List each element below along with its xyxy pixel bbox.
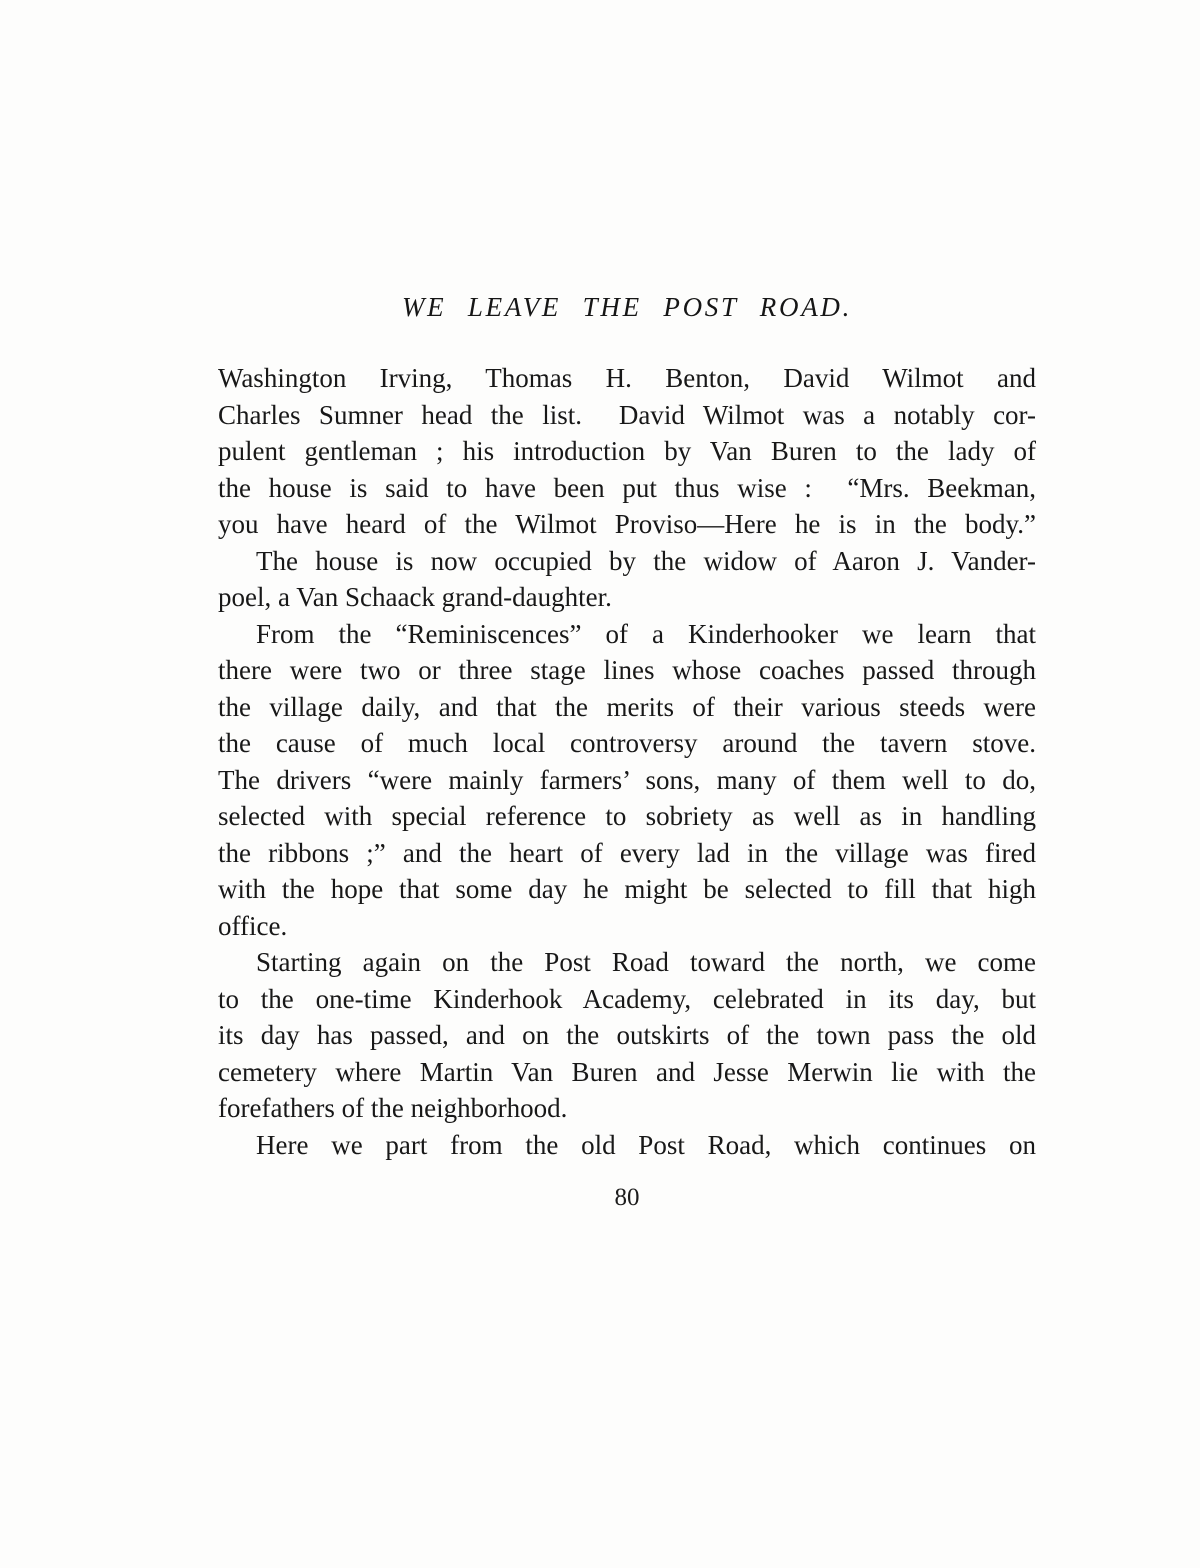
text-line: its day has passed, and on the outskirts of the town pass the old [218, 1020, 1036, 1050]
text-line: selected with special reference to sobriety as well as in handling [218, 801, 1036, 831]
text-line: the cause of much local controversy around the tavern stove. [218, 728, 1036, 758]
text-line: From the “Reminiscences” of a Kinderhooker we learn that [256, 618, 1036, 649]
text-line: cemetery where Martin Van Buren and Jesse Merwin lie with the [218, 1056, 1036, 1087]
text-line: the village daily, and that the merits of their various steeds were [218, 691, 1036, 722]
text-line: with the hope that some day he might be selected to fill that high [218, 874, 1036, 904]
text-line: forefathers of the neighborhood. [218, 1093, 568, 1123]
body-text [218, 360, 1036, 1163]
text-line: the house is said to have been put thus wise : “Mrs. Beekman, [218, 472, 1036, 503]
text-line: Starting again on the Post Road toward the north, we come [256, 947, 1036, 977]
text-line: Charles Sumner head the list. David Wilmot was a notably cor- [218, 399, 1036, 430]
text-line: Here we part from the old Post Road, which continues on [256, 1129, 1036, 1160]
text-line: pulent gentleman ; his introduction by Van Buren to the lady of [218, 436, 1036, 466]
text-line: there were two or three stage lines whose coaches passed through [218, 655, 1036, 685]
page-number: 80 [614, 1184, 640, 1211]
text-line: to the one-time Kinderhook Academy, celebrated in its day, but [218, 983, 1036, 1014]
text-line: you have heard of the Wilmot Proviso—Here he is in the body.” [218, 509, 1036, 539]
text-line: The drivers “were mainly farmers’ sons, many of them well to do, [218, 764, 1036, 795]
text-line: poel, a Van Schaack grand-daughter. [218, 582, 612, 612]
page-title: WE LEAVE THE POST ROAD. [401, 292, 853, 322]
text-line: office. [218, 910, 288, 941]
text-line: Washington Irving, Thomas H. Benton, David Wilmot and [218, 363, 1036, 393]
text-line: The house is now occupied by the widow of Aaron J. Vander- [256, 545, 1036, 576]
text-line: the ribbons ;” and the heart of every lad in the village was fired [218, 837, 1036, 868]
